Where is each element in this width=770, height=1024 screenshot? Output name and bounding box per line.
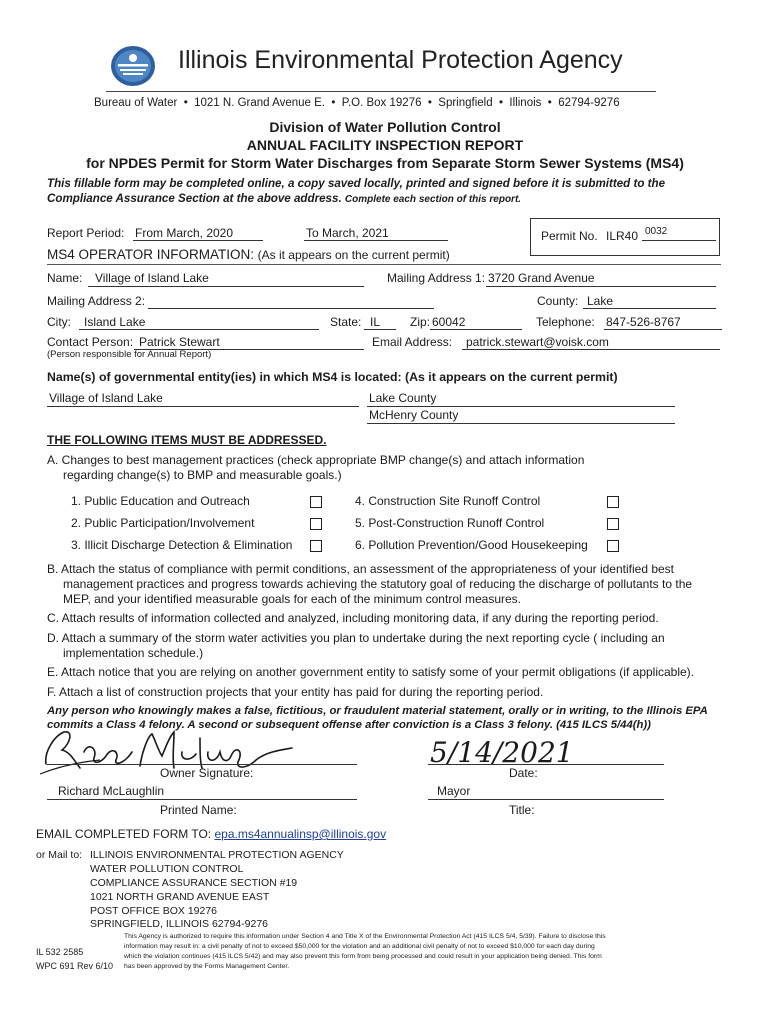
item-d-line-2: implementation schedule.) [63, 646, 204, 660]
county-line [583, 308, 716, 309]
name-label: Name: [47, 271, 83, 285]
bmp-item-5: 5. Post-Construction Runoff Control [355, 516, 545, 530]
phone-label: Telephone: [536, 315, 595, 329]
state-line [364, 329, 396, 330]
report-period-label: Report Period: [47, 226, 125, 240]
permit-prefix: ILR40 [606, 229, 639, 243]
permit-number-line [642, 240, 716, 241]
title-line [428, 799, 664, 800]
city-label: City: [47, 315, 71, 329]
mailing2-line [148, 308, 434, 309]
county-label: County: [537, 294, 579, 308]
report-period-from-line [133, 240, 263, 241]
header-rule [106, 91, 656, 92]
warning-line-2: commits a Class 4 felony. A second or subsequent offense after conviction is a Class 3 felony. (415 ILCS 5/44(h)) [47, 719, 651, 731]
owner-signature-label: Owner Signature: [160, 766, 254, 780]
disclaimer-line: which the violation continues (415 ILCS 5/42) and may also prevent this form from being processed and could result in your application being denied. This form [124, 953, 602, 960]
email-instruction-label: EMAIL COMPLETED FORM TO: [36, 827, 212, 841]
name-field[interactable]: Village of Island Lake [95, 271, 209, 285]
email-line [462, 349, 720, 350]
zip-line [430, 329, 522, 330]
item-b-line-1: B. Attach the status of compliance with permit conditions, an assessment of the appropriateness of your identified best [47, 562, 675, 576]
item-a-line-1: A. Changes to best management practices (check appropriate BMP change(s) and attach information [47, 453, 585, 467]
contact-field[interactable]: Patrick Stewart [139, 335, 220, 349]
instructions-line-2: Compliance Assurance Section at the above address. Complete each section of this report. [47, 192, 522, 205]
entity-left-1-line [47, 406, 359, 407]
item-b-line-3: MEP, and your identified measurable goals for each of the minimum control measures. [63, 592, 522, 606]
bmp-checkbox-6[interactable] [607, 540, 619, 552]
warning-line-1: Any person who knowingly makes a false, fictitious, or fraudulent material statement, orally or in writing, to the Illinois EPA [47, 705, 708, 717]
agency-logo [108, 44, 158, 88]
printed-name-field[interactable]: Richard McLaughlin [58, 784, 165, 798]
permit-number[interactable]: 0032 [645, 226, 668, 237]
entity-right-2[interactable]: McHenry County [369, 408, 459, 422]
bmp-checkbox-4[interactable] [607, 496, 619, 508]
phone-field[interactable]: 847-526-8767 [606, 315, 681, 329]
item-d-line-1: D. Attach a summary of the storm water activities you plan to undertake during the next reporting cycle ( including an [47, 631, 665, 645]
mailing2-label: Mailing Address 2: [47, 294, 146, 308]
title-label: Title: [509, 803, 535, 817]
mailing1-line [486, 286, 716, 287]
contact-note: (Person responsible for Annual Report) [47, 349, 212, 360]
printed-name-line [47, 799, 357, 800]
bmp-item-3: 3. Illicit Discharge Detection & Elimination [71, 538, 293, 552]
signature-line [47, 764, 357, 765]
agency-name: Illinois Environmental Protection Agency [178, 46, 623, 74]
report-period-to-label: To March, [306, 226, 359, 240]
operator-section-rule [47, 264, 721, 265]
mailing1-label: Mailing Address 1: [387, 271, 486, 285]
division-title: Division of Water Pollution Control [269, 119, 501, 135]
report-period-from[interactable]: From March, 2020 [135, 226, 234, 240]
permit-label: Permit No. [541, 229, 598, 243]
date-handwritten[interactable]: 5/14/2021 [430, 736, 574, 769]
city-field[interactable]: Island Lake [84, 315, 146, 329]
bmp-item-1: 1. Public Education and Outreach [71, 494, 250, 508]
form-code-1: IL 532 2585 [36, 947, 84, 957]
report-period-to-value[interactable]: 2021 [362, 226, 389, 240]
report-period-to-line [304, 240, 448, 241]
mail-address-line: SPRINGFIELD, ILLINOIS 62794-9276 [90, 918, 269, 930]
county-field[interactable]: Lake [587, 294, 614, 308]
mail-address-line: WATER POLLUTION CONTROL [90, 863, 244, 875]
email-label: Email Address: [372, 335, 453, 349]
item-e-line: E. Attach notice that you are relying on another government entity to satisfy some of your permit obligations (if applicable). [47, 665, 695, 679]
name-line [88, 286, 364, 287]
email-instruction [36, 827, 386, 841]
state-field[interactable]: IL [370, 315, 381, 329]
mail-address-line: ILLINOIS ENVIRONMENTAL PROTECTION AGENCY [90, 849, 344, 861]
entity-left-1[interactable]: Village of Island Lake [49, 391, 163, 405]
bmp-checkbox-1[interactable] [310, 496, 322, 508]
mail-address-line: POST OFFICE BOX 19276 [90, 905, 218, 917]
bmp-item-6: 6. Pollution Prevention/Good Housekeeping [355, 538, 588, 552]
entity-right-2-line [367, 423, 675, 424]
bmp-item-2: 2. Public Participation/Involvement [71, 516, 255, 530]
entity-right-1[interactable]: Lake County [369, 391, 437, 405]
zip-label: Zip: [410, 315, 431, 329]
bmp-checkbox-5[interactable] [607, 518, 619, 530]
operator-section-title: MS4 OPERATOR INFORMATION: (As it appears on the current permit) [47, 247, 450, 262]
bmp-checkbox-2[interactable] [310, 518, 322, 530]
form-code-2: WPC 691 Rev 6/10 [36, 961, 114, 971]
bmp-item-4: 4. Construction Site Runoff Control [355, 494, 541, 508]
item-f-line: F. Attach a list of construction projects that your entity has paid for during the reporting period. [47, 685, 544, 699]
disclaimer-line: has been approved by the Forms Management Center. [124, 963, 290, 970]
entity-right-1-line [367, 406, 675, 407]
title-field[interactable]: Mayor [437, 784, 471, 798]
date-line [428, 764, 664, 765]
state-label: State: [330, 315, 362, 329]
contact-label: Contact Person: [47, 335, 134, 349]
submission-email-link[interactable]: epa.ms4annualinsp@illinois.gov [214, 827, 387, 841]
disclaimer-line: information may result in: a civil penalty of not to exceed $50,000 for the violation and an additional civil penalty of not to exceed $10,000 for each day during [124, 943, 595, 950]
entities-title: Name(s) of governmental entity(ies) in which MS4 is located: (As it appears on the current permit) [47, 370, 618, 384]
items-title: THE FOLLOWING ITEMS MUST BE ADDRESSED. [47, 433, 327, 447]
item-a-line-2: regarding change(s) to BMP and measurable goals.) [63, 468, 342, 482]
report-title: ANNUAL FACILITY INSPECTION REPORT [246, 137, 524, 153]
phone-line [604, 329, 722, 330]
mail-label: or Mail to: [36, 849, 83, 861]
mail-address-line: COMPLIANCE ASSURANCE SECTION #19 [90, 877, 298, 889]
date-label: Date: [509, 766, 538, 780]
mailing1-field[interactable]: 3720 Grand Avenue [488, 271, 595, 285]
permit-title: for NPDES Permit for Storm Water Discharges from Separate Storm Sewer Systems (MS4) [86, 155, 684, 171]
printed-name-label: Printed Name: [160, 803, 237, 817]
instructions-line-3: Complete each section of this report. [344, 194, 522, 205]
city-line [79, 329, 319, 330]
bmp-checkbox-3[interactable] [310, 540, 322, 552]
instructions-line-1: This fillable form may be completed online, a copy saved locally, printed and signed before it is submitted to the [47, 177, 666, 190]
disclaimer-line: This Agency is authorized to require this information under Section 4 and Title X of the Environmental Protection Act (415 ILCS 5/4, 5/39). Failure to disclose this [124, 933, 606, 940]
email-field[interactable]: patrick.stewart@voisk.com [466, 335, 609, 349]
mail-address-line: 1021 NORTH GRAND AVENUE EAST [90, 891, 270, 903]
item-c-line: C. Attach results of information collected and analyzed, including monitoring data, if any during the reporting period. [47, 611, 659, 625]
item-b-line-2: management practices and progress towards achieving the statutory goal of reducing the discharge of pollutants to the [63, 577, 693, 591]
agency-address: Bureau of Water • 1021 N. Grand Avenue E. • P.O. Box 19276 • Springfield • Illinois • 62794-9276 [94, 97, 620, 109]
zip-field[interactable]: 60042 [432, 315, 466, 329]
